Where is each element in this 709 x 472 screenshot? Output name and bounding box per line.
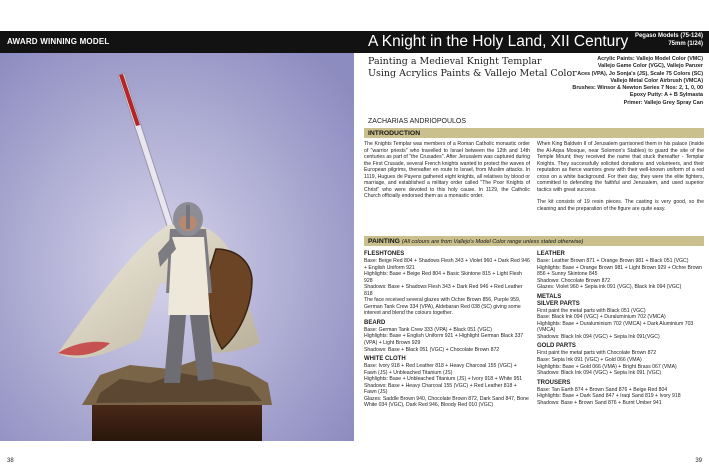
recipe-line: Highlights: Base + Dark Sand 847 + Iraqi Sand 819 + Ivory 918: [537, 393, 681, 400]
recipe-line: Shadows: Base + Heavy Charcoal 155 (VGC) + Red Leather 818 + Fawn (JS): [364, 382, 517, 396]
knight-figure-illustration: [0, 53, 354, 441]
recipe-line: Shadows: Chocolate Brown 872: [537, 277, 611, 284]
intro-paragraph: The Knights Templar was members of a Roman Catholic monastic order of "warrior priests" who travelled to Israel between the 12th and 14th centuries as part of "the Crusades". After Jerusalem was captured during the First Crusade, several French knights wanted to protect the waves of European pilgrims, thereafter en route to Israel, from Muslim attacks. In 1119, Hugues de Payens gathered eight knights, all relatives by blood or marriage, and established a military order called "The Poor Knights of Christ" who were devoted to this holy cause. In 1129, the Catholic Church officially endorsed them as a monastic order.: [364, 141, 530, 200]
subsection-title: TROUSERS: [537, 379, 571, 386]
recipe-line: Base: Beige Red 804 + Shadows Flesh 343 + Violet 960 + Dark Red 946 + English Uniform 921: [364, 258, 530, 271]
recipe-line: Shadows: Base + Black 051 (VGC) + Chocolate Brown 872: [364, 346, 500, 353]
kit-maker: Pegaso Models (75-124): [634, 33, 703, 39]
intro-column-right: [537, 141, 704, 218]
recipe-line: Base: German Tank Crew 333 (VPA) + Black 051 (VGC): [364, 326, 492, 333]
recipe-line: Glazes: Violet 960 + Sepia ink 091 (VGC), Black Ink 094 (VGC): [537, 284, 682, 291]
painting-column-right: [537, 248, 704, 406]
credit-line: Acrylic Paints: Vallejo Model Color (VMC): [597, 56, 703, 62]
recipe-line: Shadows: Base + Shadows Flesh 343 + Dark Red 946 + Red Leather 818: [364, 284, 523, 297]
recipe-line: Highlights: Base + Orange Brown 981 + Light Brown 929 + Ochre Brown 856 + Sunny Skintone 845: [537, 264, 703, 278]
recipe-line: Shadows: Black Ink 094 (VGC) + Sepia Ink 091(VGC): [537, 333, 660, 340]
header-bar: [0, 31, 709, 53]
article-title: A Knight in the Holy Land, XII Century: [368, 33, 629, 50]
recipe-line: Highlights: Base + Unbleached Titanium (JS) + Ivory 918 + White 951: [364, 376, 523, 383]
introduction-heading-bar: [364, 128, 704, 138]
painting-heading-bar: [364, 236, 704, 246]
subsection-title: LEATHER: [537, 251, 565, 257]
subsection-title: FLESHTONES: [364, 251, 405, 257]
page-number-left: 38: [7, 458, 14, 464]
recipe-line: First paint the metal parts with Chocolate Brown 872: [537, 350, 657, 357]
recipe-line: Base: Ivory 918 + Red Leather 818 + Heavy Charcoal 155 (VGC) + Fawn (JS) + Unbleached Titanium (JS): [364, 363, 517, 376]
subsection-title: GOLD PARTS: [537, 343, 576, 350]
recipe-line: Base: Tan Earth 874 + Brown Sand 876 + Beige Red 804: [537, 386, 668, 393]
credit-line: Vallejo Metal Color Airbrush (VMCA): [610, 77, 703, 84]
subsection-title: BEARD: [364, 319, 386, 326]
author-name: ZACHARIAS ANDRIOPOULOS: [368, 118, 467, 125]
materials-credits: [572, 56, 703, 107]
painting-title: PAINTING: [368, 237, 400, 245]
page-number-right: 39: [695, 458, 702, 464]
painting-note: (All colours are from Vallejo's Model Color range unless stated otherwise): [401, 238, 584, 245]
recipe-line: Highlights: Base + Duraluminium 702 (VMCA) + Dark Aluminium 703 (VMCA): [537, 320, 694, 334]
recipe-line: Base: Leather Brown 871 + Orange Brown 981 + Black 051 (VGC): [537, 258, 689, 264]
intro-paragraph: When King Baldwin II of Jerusalem garrisoned them in his palace (inside the Al-Aqsa Mosque, near Solomon's Stables) to guard the site of the Temple Mount; they received the name that stuck thereafter - Templar Knights. They successfully solicited donations and volunteers, and their reputation as fierce warriors grew with their well-known uniform of a red cross on a white background. For their day, they were the elite fighters, committed to defending the faithful and Jerusalem, and used superior tactics with great success.: [537, 141, 704, 193]
recipe-line: Base: Black Ink 094 (VGC) + Duraluminium 702 (VMCA): [537, 314, 666, 321]
award-label: AWARD WINNING MODEL: [7, 37, 110, 46]
intro-paragraph: The kit consists of 19 resin pieces. The casting is very good, so the cleaning and the preparation of the figure are quite easy.: [537, 199, 704, 212]
subsection-title: SILVER PARTS: [537, 300, 580, 307]
credit-line: Vallejo Game Color (VGC), Vallejo Panzer: [597, 63, 703, 70]
painting-heading: [368, 238, 583, 245]
recipe-line: Base: Sepia Ink 091 (VGC) + Gold 066 (VMA): [537, 357, 642, 364]
credit-line: Epoxy Putty: A + B Sylmasta: [629, 92, 703, 99]
credit-line: Primer: Vallejo Grey Spray Can: [623, 99, 703, 106]
kit-info: [635, 33, 703, 48]
painting-column-left: [364, 248, 530, 409]
intro-column-left: [364, 141, 530, 206]
recipe-line: The face received several glazes with Ochre Brown 856, Purple 959, German Tank Crew 334 (VPA), Aldebaran Red 038 (SC) giving some interest and blend the colours together.: [364, 297, 521, 317]
knight-figure-photo: [0, 53, 354, 441]
recipe-line: Glazes: Saddle Brown 940, Chocolate Brown 872, Dark Sand 847, Bone White 034 (VGC), Dark Red 946, Bloody Red 010 (VGC): [364, 395, 529, 409]
recipe-line: Shadows: Black Ink 094 (VGC) + Sepia Ink 091 (VGC): [537, 370, 662, 377]
recipe-line: Highlights: Base + Beige Red 804 + Basic Skintone 815 + Light Flesh 928: [364, 271, 522, 284]
recipe-line: Highlights: Base + Gold 066 (VMA) + Bright Brass 067 (VMA): [537, 363, 677, 370]
recipe-line: Highlights: Base + English Uniform 921 + Highlight German Black 337 (VPA) + Light Brown 929: [364, 333, 524, 347]
article-subtitle: Painting a Medieval Knight Templar Using Acrylics Paints & Vallejo Metal Color: [368, 56, 577, 79]
introduction-heading: INTRODUCTION: [368, 129, 421, 137]
recipe-line: First paint the metal parts with Black 051 (VGC): [537, 307, 646, 314]
credit-line: Brushes: Winsor & Newton Series 7 Nos: 2, 1, 0, 00: [572, 85, 703, 92]
subsection-title: WHITE CLOTH: [364, 356, 406, 363]
kit-scale: 75mm (1/24): [668, 40, 703, 47]
recipe-line: Shadows: Base + Brown Sand 876 + Burnt Umber 941: [537, 399, 662, 406]
subsection-title: METALS: [537, 293, 562, 300]
credit-line: Aces (VPA), Jo Sonja's (JS), Scale 75 Colors (SC): [577, 70, 703, 77]
